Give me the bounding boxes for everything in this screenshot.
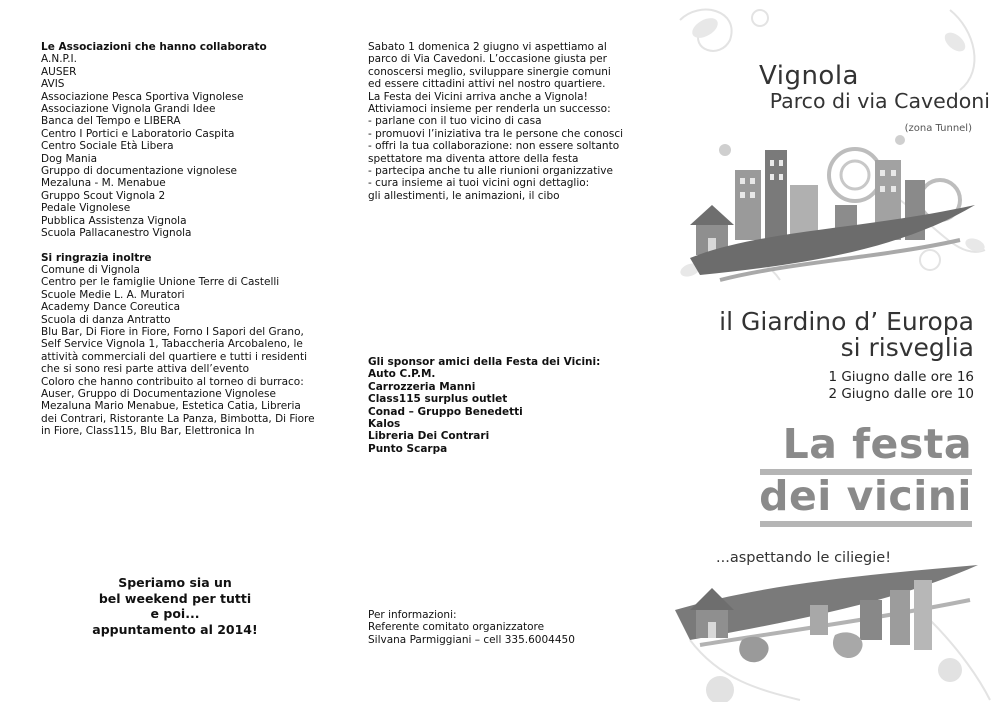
list-item: Associazione Pesca Sportiva Vignolese: [41, 90, 244, 103]
collab-heading: Le Associazioni che hanno collaborato: [41, 41, 267, 53]
list-item: Pubblica Assistenza Vignola: [41, 214, 187, 227]
info-line: Silvana Parmiggiani – cell 335.6004450: [368, 633, 575, 646]
cover-subtitle-1: il Giardino d’ Europa: [719, 307, 974, 336]
list-item: Banca del Tempo e LIBERA: [41, 115, 181, 128]
list-item: Scuola di danza Antratto: [41, 313, 171, 326]
sponsor-item: Libreria Dei Contrari: [368, 430, 490, 443]
intro-line: gli allestimenti, le animazioni, il cibo: [368, 189, 560, 202]
info-line: Per informazioni:: [368, 609, 457, 621]
intro-line: - cura insieme ai tuoi vicini ogni dettaglio:: [368, 177, 590, 190]
list-item: A.N.P.I.: [41, 53, 77, 66]
intro-line: conoscersi meglio, sviluppare sinergie comuni: [368, 65, 611, 78]
sponsor-heading: Gli sponsor amici della Festa dei Vicini:: [368, 356, 601, 368]
cover-date-1: 1 Giugno dalle ore 16: [828, 369, 974, 385]
list-item: Academy Dance Coreutica: [41, 301, 181, 314]
list-item: Scuola Pallacanestro Vignola: [41, 227, 192, 240]
cover-zone: (zona Tunnel): [904, 123, 972, 134]
list-item: Scuole Medie L. A. Muratori: [41, 288, 185, 301]
city-illustration-top: [690, 135, 975, 280]
info-line: Referente comitato organizzatore: [368, 621, 545, 634]
intro-line: Attiviamoci insieme per renderla un successo:: [368, 103, 611, 116]
intro-line: - partecipa anche tu alle riunioni organizzative: [368, 165, 613, 178]
cover-park: Parco di via Cavedoni: [769, 89, 990, 113]
intro-line: - promuovi l’iniziativa tra le persone che conosci: [368, 127, 624, 140]
thanks-paragraph: Coloro che hanno contribuito al torneo di burraco: Auser, Gruppo di Documentazione Vignolese Mezaluna Mario Menabue, Estetica Catia, Libreria dei Contrari, Ristorante La Panza, Bimbotta, Di Fiore in Fiore, Class115, Blu Bar, Elettronica In: [41, 375, 315, 438]
cover-title-1: La festa: [782, 420, 972, 468]
closing-line: e poi...: [150, 606, 200, 621]
cover-subtitle-2: si risveglia: [840, 333, 974, 362]
sponsor-item: Punto Scarpa: [368, 442, 448, 455]
sponsor-item: Class115 surplus outlet: [368, 393, 508, 406]
list-item: Associazione Vignola Grandi Idee: [41, 103, 216, 116]
list-item: AVIS: [41, 78, 65, 91]
sponsor-item: Auto C.P.M.: [368, 368, 436, 381]
list-item: Mezaluna - M. Menabue: [41, 177, 166, 190]
cover-city: Vignola: [759, 61, 859, 91]
city-illustration-bottom: [675, 565, 978, 702]
list-item: Gruppo Scout Vignola 2: [41, 189, 166, 202]
sponsor-item: Conad – Gruppo Benedetti: [368, 405, 523, 418]
thanks-heading: Si ringrazia inoltre: [41, 251, 152, 264]
list-item: Comune di Vignola: [41, 263, 140, 276]
sponsor-item: Carrozzeria Manni: [368, 380, 476, 393]
cover-tagline: ...aspettando le ciliegie!: [716, 550, 892, 566]
cover-title-2: dei vicini: [759, 472, 972, 520]
intro-line: parco di Via Cavedoni. L’occasione giusta per: [368, 53, 607, 66]
list-item: Centro I Portici e Laboratorio Caspita: [41, 127, 235, 140]
closing-line: Speriamo sia un: [118, 575, 232, 590]
thanks-paragraph: Blu Bar, Di Fiore in Fiore, Forno I Sapori del Grano, Self Service Vignola 1, Tabaccheria Arcobaleno, le attività commerciali del quartiere e tutti i residenti che si sono resi parte attiva dell’evento: [41, 325, 307, 376]
intro-line: La Festa dei Vicini arriva anche a Vignola!: [368, 90, 588, 103]
intro-line: ed essere cittadini attivi nel nostro quartiere.: [368, 78, 606, 91]
intro-line: - offri la tua collaborazione: non essere soltanto: [368, 140, 620, 153]
list-item: Gruppo di documentazione vignolese: [41, 165, 238, 178]
closing-line: bel weekend per tutti: [98, 590, 252, 606]
closing-line: appuntamento al 2014!: [92, 621, 258, 637]
list-item: Dog Mania: [41, 152, 98, 165]
list-item: Pedale Vignolese: [41, 202, 131, 215]
list-item: Centro Sociale Età Libera: [41, 140, 174, 153]
cover-date-2: 2 Giugno dalle ore 10: [828, 386, 974, 402]
sponsor-item: Kalos: [368, 418, 401, 431]
list-item: Centro per le famiglie Unione Terre di Castelli: [41, 276, 280, 289]
intro-line: Sabato 1 domenica 2 giugno vi aspettiamo al: [368, 41, 607, 53]
list-item: AUSER: [41, 65, 77, 78]
intro-line: spettatore ma diventa attore della festa: [368, 152, 579, 165]
title-underline: [760, 521, 972, 527]
intro-line: - parlane con il tuo vicino di casa: [368, 115, 542, 128]
